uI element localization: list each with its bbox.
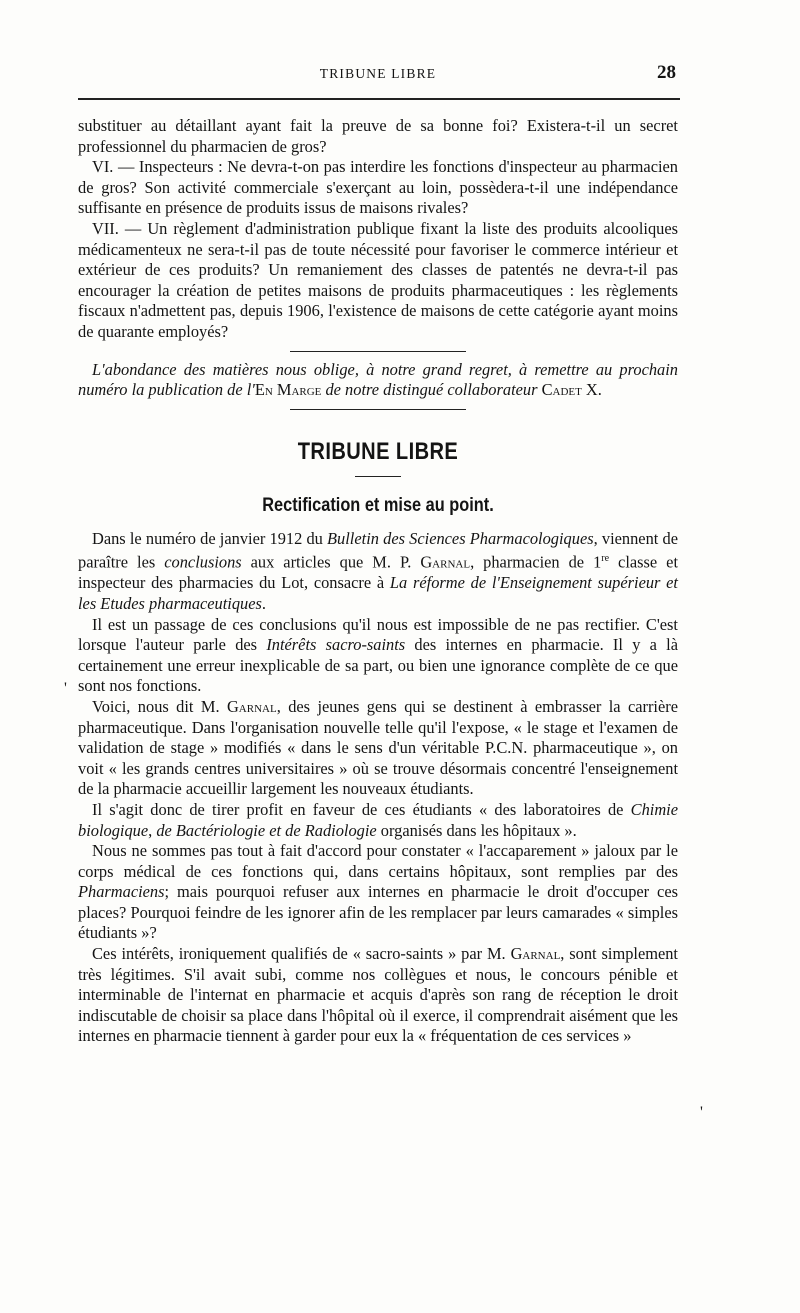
note-text: L'abondance des matières nous oblige, à notre grand regret, à remettre au prochain numéro la publication de l' [78, 359, 678, 400]
text-run: classe et inspecteur des pharmacies du Lot, consacre à [78, 552, 678, 593]
article-paragraph [78, 615, 678, 697]
author-name: Garnal [420, 552, 471, 572]
text-run: Voici, nous dit M. [92, 696, 227, 716]
running-title: TRIBUNE LIBRE [319, 66, 437, 81]
text-run: , viennent de paraître les [78, 528, 678, 572]
superscript: re [601, 553, 610, 565]
article-paragraph [78, 800, 678, 841]
text-run-italic: Radiologie [304, 820, 377, 840]
text-run: aux articles que M. P. [241, 552, 421, 572]
text-run-italic: de [156, 820, 172, 840]
paragraph-continuation: substituer au détaillant ayant fait la preuve de sa bonne foi? Existera-t-il un secret professionnel du pharmacien de gros? [78, 116, 678, 156]
page-number: 28 [657, 62, 676, 83]
text-run: . [261, 593, 267, 613]
text-run: des internes en pharmacie. Il y a là certainement une erreur inexplicable de sa part, ou bien une ignorance complète de ce que sont nos fonctions. [78, 635, 678, 696]
note-author: Cadet X. [541, 380, 602, 400]
author-name: Garnal [226, 696, 277, 716]
article-paragraph [78, 841, 678, 944]
paragraph-vi: VI. — Inspecteurs : Ne devra-t-on pas interdire les fonctions d'inspecteur au pharmacien de gros? Son activité commerciale s'exerçant au loin, possèdera-t-il une indépendance suffisante en présence de produits issus de maisons rivales? [78, 157, 678, 218]
text-run: Il est un passage de ces conclusions qu'il nous est impossible de ne pas rectifier. C'est lorsque l'auteur parle des [78, 614, 678, 655]
text-run: ; mais pourquoi refuser aux internes en pharmacie le droit d'occuper ces places? Pourquoi feindre de les ignorer afin de les remplacer par leurs camarades « simples étudiants »? [78, 882, 678, 943]
text-run: Nous ne sommes pas tout à fait d'accord pour constater « l'accaparement » jaloux par le corps médical de ces fonctions qui, dans certains hôpitaux, sont remplies par des [78, 841, 678, 881]
article-subtitle: Rectification et mise au point. [262, 494, 494, 516]
stray-mark: ' [700, 1104, 703, 1121]
text-run-italic: Bulletin des Sciences Pharmacologiques [327, 528, 594, 548]
title-rule [355, 476, 401, 477]
separator-rule [290, 351, 466, 352]
text-run: Ces intérêts, ironiquement qualifiés de « sacro-saints » par M. [92, 944, 511, 964]
text-run: organisés dans les hôpitaux ». [376, 820, 577, 840]
paragraph-vii: VII. — Un règlement d'administration publique fixant la liste des produits alcooliques médicamenteux ne sera-t-il pas de toute nécessité pour favoriser le commerce intérieur et extérieur de ces produits? Un remaniement des classes de patentés ne devra-t-il pas encourager la création de petites maisons de produits pharmaceutiques : les règlements fiscaux n'admettent pas, depuis 1906, l'existence de maisons de cette catégorie ayant moins de quarante employés? [78, 218, 678, 341]
article-paragraph [78, 529, 678, 615]
text-run: , des jeunes gens qui se destinent à embrasser la carrière pharmaceutique. Dans l'organisation nouvelle telle qu'il l'expose, « le stage et l'examen de validation de stage » modifiés « dans le sens d'un véritable P.C.N. pharmaceutique », on voit « les grands centres universitaires » où se trouve désormais concentré l'enseignement de la pharmacie accueillir largement les nouveaux étudiants. [78, 696, 678, 799]
article-paragraph [78, 944, 678, 1047]
editorial-note-text [78, 360, 678, 401]
text-run: , sont simplement très légitimes. S'il avait subi, comme nos collègues et nous, le concours pénible et interminable de l'internat en pharmacie et acquis d'après son rang de réception le droit indiscutable de choisir sa place dans l'hôpital où il exerce, il comprendrait aisément que les internes en pharmacie tiennent à garder pour eux la « fréquentation de ces services » [78, 944, 678, 1046]
text-run-italic: La réforme de l'Enseignement supérieur et les Etudes pharmaceutiques [78, 573, 678, 613]
text-run-italic: et de [269, 820, 301, 840]
editorial-note [78, 360, 678, 401]
text-run: Il s'agit donc de tirer profit en faveur de ces étudiants « des laboratoires de [92, 799, 631, 819]
section-title: TRIBUNE LIBRE [297, 437, 459, 465]
separator-rule [290, 409, 466, 410]
text-run-italic: conclusions [164, 552, 242, 572]
text-run-italic: Bactériologie [175, 820, 266, 840]
text-run-italic: Pharmaciens [78, 882, 165, 902]
text-run-italic: Intérêts sacro-saints [266, 635, 406, 655]
text-run: , [148, 820, 157, 840]
text-run: Dans le numéro de janvier 1912 du [92, 528, 328, 548]
header-rule [78, 98, 680, 100]
text-run-italic: Chimie biologique [78, 799, 678, 840]
article-paragraph [78, 697, 678, 800]
note-text: de notre distingué collaborateur [321, 380, 542, 400]
text-run: , pharmacien de 1 [470, 552, 602, 572]
page [78, 0, 678, 1047]
stray-mark: ' [64, 680, 67, 697]
note-title: En Marge [254, 380, 322, 400]
author-name: Garnal [510, 944, 561, 964]
running-header [78, 0, 678, 100]
